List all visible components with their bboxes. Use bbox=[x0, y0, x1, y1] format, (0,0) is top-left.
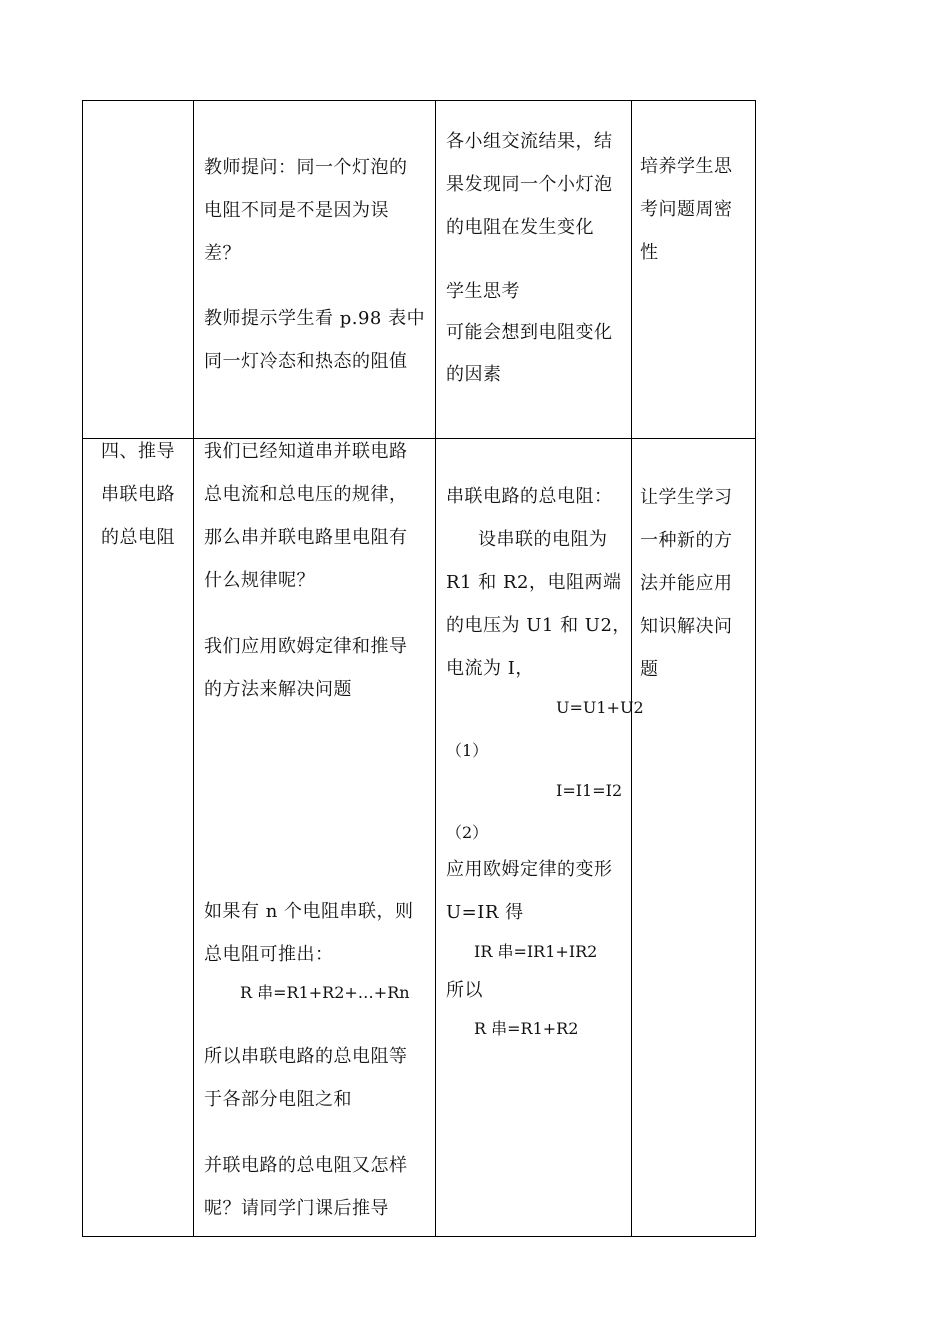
text-line: 我们已经知道串并联电路 bbox=[204, 441, 408, 462]
text-line: 四、推导 bbox=[101, 441, 175, 462]
text-line: 一种新的方 bbox=[640, 530, 733, 551]
text-line: 法并能应用 bbox=[640, 573, 733, 594]
text-line: 串联电路 bbox=[101, 484, 175, 505]
student-activity-cell bbox=[436, 439, 644, 1237]
text-line: 知识解决问 bbox=[640, 616, 733, 637]
purpose-cell bbox=[632, 439, 756, 1237]
text-line: 电阻不同是不是因为误 bbox=[204, 200, 389, 221]
equation-number: （2） bbox=[446, 823, 489, 842]
formula-line: R 串=R1+R2 bbox=[474, 1019, 579, 1038]
text-line: 设串联的电阻为 bbox=[478, 529, 608, 550]
text-line: 总电阻可推出： bbox=[204, 944, 334, 965]
text-line: 可能会想到电阻变化 bbox=[446, 322, 613, 343]
student-activity-cell bbox=[436, 101, 632, 439]
text-line: R1 和 R2，电阻两端 bbox=[446, 572, 622, 593]
text-line: 的电压为 U1 和 U2， bbox=[446, 615, 631, 636]
text-line: 培养学生思 bbox=[640, 156, 733, 177]
lesson-plan-table bbox=[82, 100, 756, 1237]
formula-line: R 串=R1+R2+…+Rn bbox=[240, 983, 410, 1002]
teacher-activity-cell bbox=[194, 439, 436, 1237]
text-line: 同一灯冷态和热态的阻值 bbox=[204, 351, 408, 372]
text-line: 差？ bbox=[204, 243, 241, 264]
stage-cell bbox=[83, 439, 194, 1237]
text-line: 的电阻在发生变化 bbox=[446, 217, 594, 238]
text-line: 电流为 I， bbox=[446, 658, 534, 679]
stage-cell bbox=[83, 101, 194, 439]
text-line: 串联电路的总电阻： bbox=[446, 486, 613, 507]
text-line: 教师提问：同一个灯泡的 bbox=[204, 157, 408, 178]
text-line: U=IR 得 bbox=[446, 902, 524, 923]
text-line: 性 bbox=[640, 242, 659, 263]
text-line: 果发现同一个小灯泡 bbox=[446, 174, 613, 195]
text-line: 于各部分电阻之和 bbox=[204, 1089, 352, 1110]
text-line: 呢？请同学门课后推导 bbox=[204, 1198, 389, 1219]
text-line: 教师提示学生看 p.98 表中 bbox=[204, 308, 426, 329]
text-line: 所以 bbox=[446, 980, 483, 1001]
table-row bbox=[83, 101, 756, 439]
text-line: 的方法来解决问题 bbox=[204, 679, 352, 700]
text-line: 各小组交流结果，结 bbox=[446, 131, 613, 152]
text-line: 的总电阻 bbox=[101, 527, 175, 548]
text-line: 那么串并联电路里电阻有 bbox=[204, 527, 408, 548]
text-line: 所以串联电路的总电阻等 bbox=[204, 1046, 408, 1067]
text-line: 学生思考 bbox=[446, 281, 520, 302]
formula-line: U=U1+U2 bbox=[556, 698, 644, 717]
text-line: 我们应用欧姆定律和推导 bbox=[204, 636, 408, 657]
text-line: 应用欧姆定律的变形 bbox=[446, 859, 613, 880]
text-line: 考问题周密 bbox=[640, 199, 733, 220]
text-line: 总电流和总电压的规律， bbox=[204, 484, 408, 505]
text-line: 如果有 n 个电阻串联，则 bbox=[204, 901, 414, 922]
teacher-activity-cell bbox=[194, 101, 436, 439]
table-row bbox=[83, 439, 756, 1237]
equation-number: （1） bbox=[446, 741, 489, 760]
text-line: 并联电路的总电阻又怎样 bbox=[204, 1155, 408, 1176]
text-line: 题 bbox=[640, 659, 659, 680]
formula-line: I=I1=I2 bbox=[556, 781, 623, 800]
text-line: 什么规律呢？ bbox=[204, 570, 315, 591]
formula-line: IR 串=IR1+IR2 bbox=[474, 942, 598, 961]
text-line: 让学生学习 bbox=[640, 487, 733, 508]
purpose-cell bbox=[632, 101, 756, 439]
text-line: 的因素 bbox=[446, 364, 502, 385]
